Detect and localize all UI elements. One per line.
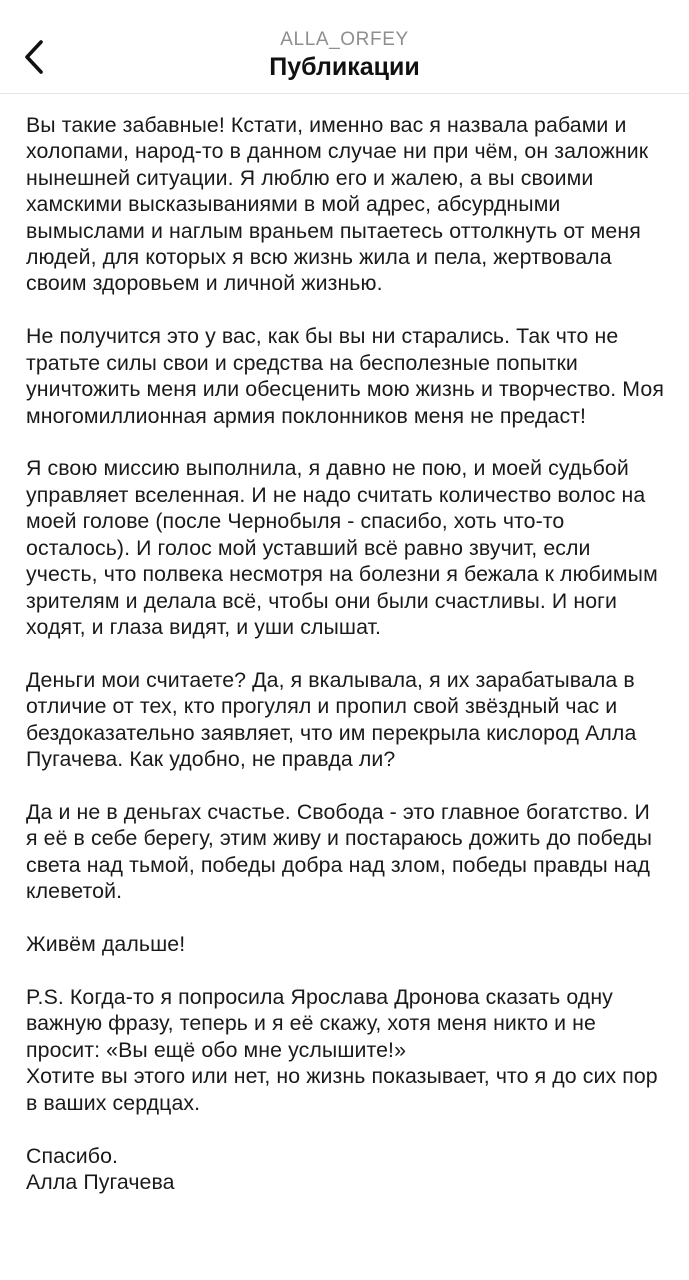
post-paragraph: Вы такие забавные! Кстати, именно вас я назвала рабами и холопами, народ-то в данном случае ни при чём, он заложник нынешней ситуации. Я люблю его и жалею, а вы своими хамскими высказываниями в мой адрес, абсурдными вымыслами и наглым враньем пытаетесь оттолкнуть от меня людей, для которых я всю жизнь жила и пела, жертвовала своим здоровьем и личной жизнью. [26,113,649,296]
post-paragraph: Да и не в деньгах счастье. Свобода - это главное богатство. И я её в себе берегу, этим живу и постараюсь дожить до победы света над тьмой, победы добра над злом, победы правды над клеветой. [26,799,653,904]
top-navigation-bar [0,0,689,94]
header-titles [0,28,689,82]
page-title: Публикации [269,53,420,81]
post-signature: Спасибо. Алла Пугачева [26,1143,175,1194]
account-name[interactable]: ALLA_ORFEY [280,29,409,50]
post-paragraph: Деньги мои считаете? Да, я вкалывала, я их зарабатывала в отличие от тех, кто прогулял и пропил свой звёздный час и бездоказательно заявляет, что им перекрыла кислород Алла Пугачева. Как удобно, не правда ли? [26,667,637,772]
post-paragraph: Я свою миссию выполнила, я давно не пою, и моей судьбой управляет вселенная. И не надо считать количество волос на моей голове (после Чернобыля - спасибо, хоть что-то осталось). И голос мой уставший всё равно звучит, если учесть, что полвека несмотря на болезни я бежала к любимым зрителям и делала всё, чтобы они были счастливы. И ноги ходят, и глаза видят, и уши слышат. [26,456,658,639]
post-paragraph: P.S. Когда-то я попросила Ярослава Дронова сказать одну важную фразу, теперь и я её скажу, хотя меня никто и не просит: «Вы ещё обо мне услышите!» Хотите вы этого или нет, но жизнь показывает, что я до сих пор в ваших сердцах. [26,984,658,1115]
post-paragraph: Не получится это у вас, как бы вы ни старались. Так что не тратьте силы свои и средства на бесполезные попытки уничтожить меня или обесценить мою жизнь и творчество. Моя многомиллионная армия поклонников меня не предаст! [26,324,664,428]
post-caption [0,94,689,1195]
post-paragraph: Живём дальше! [26,932,186,957]
